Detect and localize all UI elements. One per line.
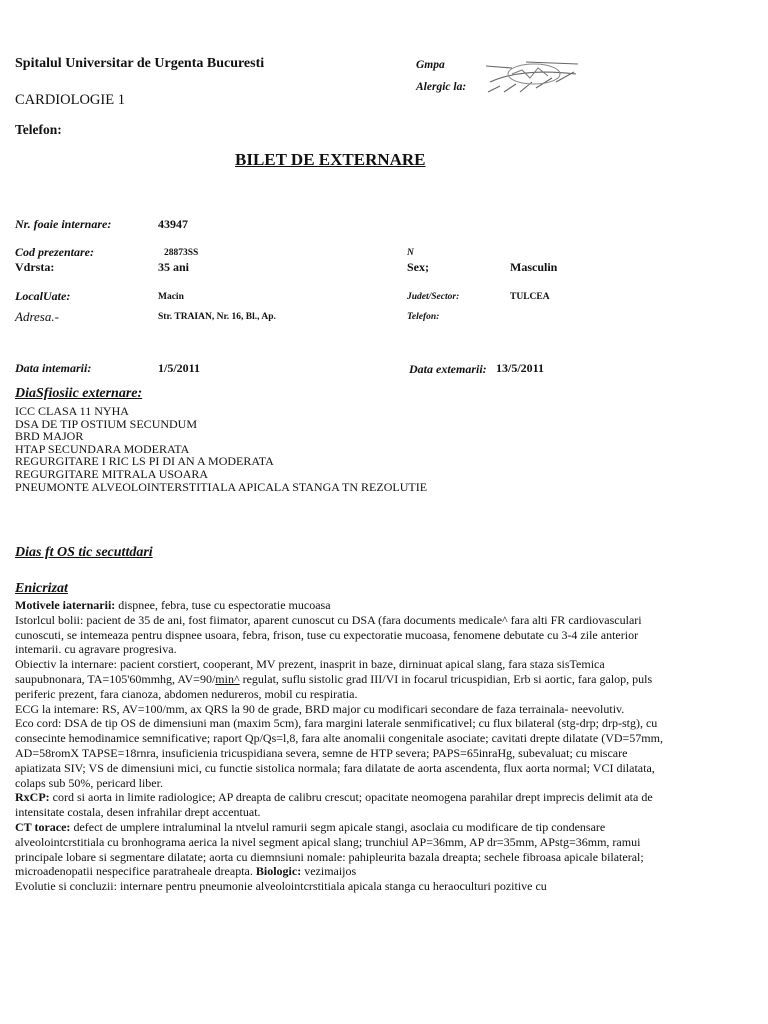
echo-paragraph: Eco cord: DSA de tip OS de dimensiuni man (maxim 5cm), fara margini laterale senmificativel; cu flux bilateral (stg-drp; drp-stg), cu consecinte hemodinamice semnificative; raport Qp/Qs=l,8, fara alte anomalii congenitale asociate; cavitati drepte dilatate (VD=57mm, AD=58romX TAPSE=18rnra, insuficienia tricuspidiana severa, semne de HTP severa; PAPS=65inraHg, subevaluat; cu miscare apiatizata SIV; VS de dimensiuni mici, cu functie sistolica normala; fara dilatate de aorta ascendenta, flux aorta normal; VCI dilatata, colaps sub 50%, pericard liber. [15, 716, 663, 790]
epicrisis-heading: Enicrizat [15, 581, 68, 596]
hospital-name: Spitalul Universitar de Urgenta Bucuresti [15, 56, 265, 71]
sex-value: Masculin [510, 260, 558, 274]
diagnosis-item: HTAP SECUNDARA MODERATA [15, 441, 190, 456]
motive-label: Motivele iaternarii: [15, 598, 116, 612]
age-label: Vdrsta: [15, 260, 55, 274]
code-label: Cod prezentare: [15, 245, 94, 259]
epicrisis-body [15, 598, 663, 894]
exam-text-underlined: min^ [215, 671, 240, 686]
county-value: TULCEA [510, 292, 550, 302]
exam-text-a: Obiectiv la internare: pacient corstiert, cooperant, MV prezent, inasprit in baze, dirninuat apical slang, fara staza sisTemica saupubnonara, TA=105'60mmhg, AV=90/ [15, 657, 605, 686]
gmpa-label: Gmpa [416, 59, 445, 71]
rx-text: cord si aorta in limite radiologice; AP dreapta de calibru crescut; opacitate neomogena parahilar drept imprecis delimit ata de intensitate costala, desen infrahilar drept accentuat. [15, 790, 653, 820]
address-value: Str. TRAIAN, Nr. 16, Bl., Ap. [158, 312, 276, 322]
diagnosis-item: ICC CLASA 11 NYHA [15, 404, 129, 418]
bio-text: vezimaijos [301, 864, 357, 879]
ct-label: CT torace: [15, 819, 71, 834]
discharge-date-value: 13/5/2011 [496, 361, 545, 375]
county-label: Judet/Sector: [407, 292, 460, 302]
motive-paragraph [15, 598, 663, 613]
file-number-value: 43947 [158, 217, 188, 231]
locality-label: LocalUate: [15, 289, 71, 303]
code-value: 28873SS [164, 248, 199, 258]
age-value: 35 ani [158, 260, 190, 274]
bio-label: Biologic: [255, 864, 302, 879]
address-label: Adresa.- [15, 309, 59, 324]
document-title: BILET DE EXTERNARE [235, 150, 426, 169]
ecg-paragraph: ECG la intemare: RS, AV=100/mm, ax QRS la 90 de grade, BRD major cu modificari secondare de faza terrainala- neevolutiv. [15, 701, 625, 716]
exam-text-b: regulat, suflu sistolic grad III/VI in focarul tricuspidian, Erb si aortic, fara galop, puls periferic prezent, fara cianoza, abdomen nedureros, mobil cu respiratia. [15, 671, 653, 701]
code-mark: N [407, 248, 414, 258]
exam-paragraph [15, 657, 663, 701]
sex-label: Sex; [407, 260, 429, 274]
admission-date-value: 1/5/2011 [158, 361, 201, 375]
rx-label: RxCP: [15, 790, 50, 805]
admission-date-label: Data intemarii: [15, 361, 92, 375]
locality-value: Macin [158, 292, 184, 302]
allergy-label: Alergic la: [416, 81, 467, 93]
stamp-mark [482, 52, 582, 98]
evolution-paragraph: Evolutie si concluzii: internare pentru pneumonie alveolointcrstitiala apicala stanga cu heraoculturi pozitive cu [15, 879, 547, 894]
discharge-date-label: Data extemarii: [409, 362, 487, 376]
diagnosis-item: PNEUMONTE ALVEOLOINTERSTITIALA APICALA STANGA TN REZOLUTIE [15, 479, 428, 494]
ct-text: defect de umplere intraluminal la ntvelul ramurii segm apicale stangi, asoclaia cu modificare de tip condensare alveolointcrstitiala cu bronhograma aerica la nivel segment apical slang; trunchiul AP=36mm, AP dr=35mm, APstg=36mm, ramui principale lobare si segmentare dilatate; aorta cu diemnsiuni nomale: pahipleurita bazala dreapta; sechele fibroasa apicale bilateral; microadenopatii nespecifice paratraheale dreapta. [15, 819, 644, 879]
ct-paragraph [15, 820, 663, 879]
file-number-label: Nr. foaie internare: [15, 217, 112, 231]
history-paragraph: Istorlcul bolii: pacient de 35 de ani, fost fiimator, aparent cunoscut cu DSA (fara documents medicale^ fara alti FR cardiovasculari cunoscuti, se intemeaza pentru dispnee usoara, febra, frison, tuse cu expectoratie mucoasa, fenomene debutate cu 3-4 zile anterior intemarii. cu agravare progresiva. [15, 612, 642, 657]
diagnosis-item: REGURGITARE MITRALA USOARA [15, 466, 209, 481]
diagnosis-heading: DiaSfiosiic externare: [15, 386, 143, 401]
diagnosis-item: BRD MAJOR [15, 429, 84, 444]
department-name: CARDIOLOGIE 1 [15, 92, 125, 108]
header-phone-label: Telefon: [15, 122, 62, 137]
diagnosis-item: REGURGITARE I RIC LS PI DI AN A MODERATA [15, 454, 274, 469]
secondary-diagnosis-heading: Dias ft OS tic secuttdari [15, 545, 153, 560]
rx-paragraph [15, 790, 663, 820]
diagnosis-list [15, 405, 427, 493]
motive-text: dispnee, febra, tuse cu espectoratie mucoasa [115, 598, 331, 612]
patient-phone-label: Telefon: [407, 312, 440, 322]
diagnosis-item: DSA DE TIP OSTIUM SECUNDUM [15, 416, 198, 431]
